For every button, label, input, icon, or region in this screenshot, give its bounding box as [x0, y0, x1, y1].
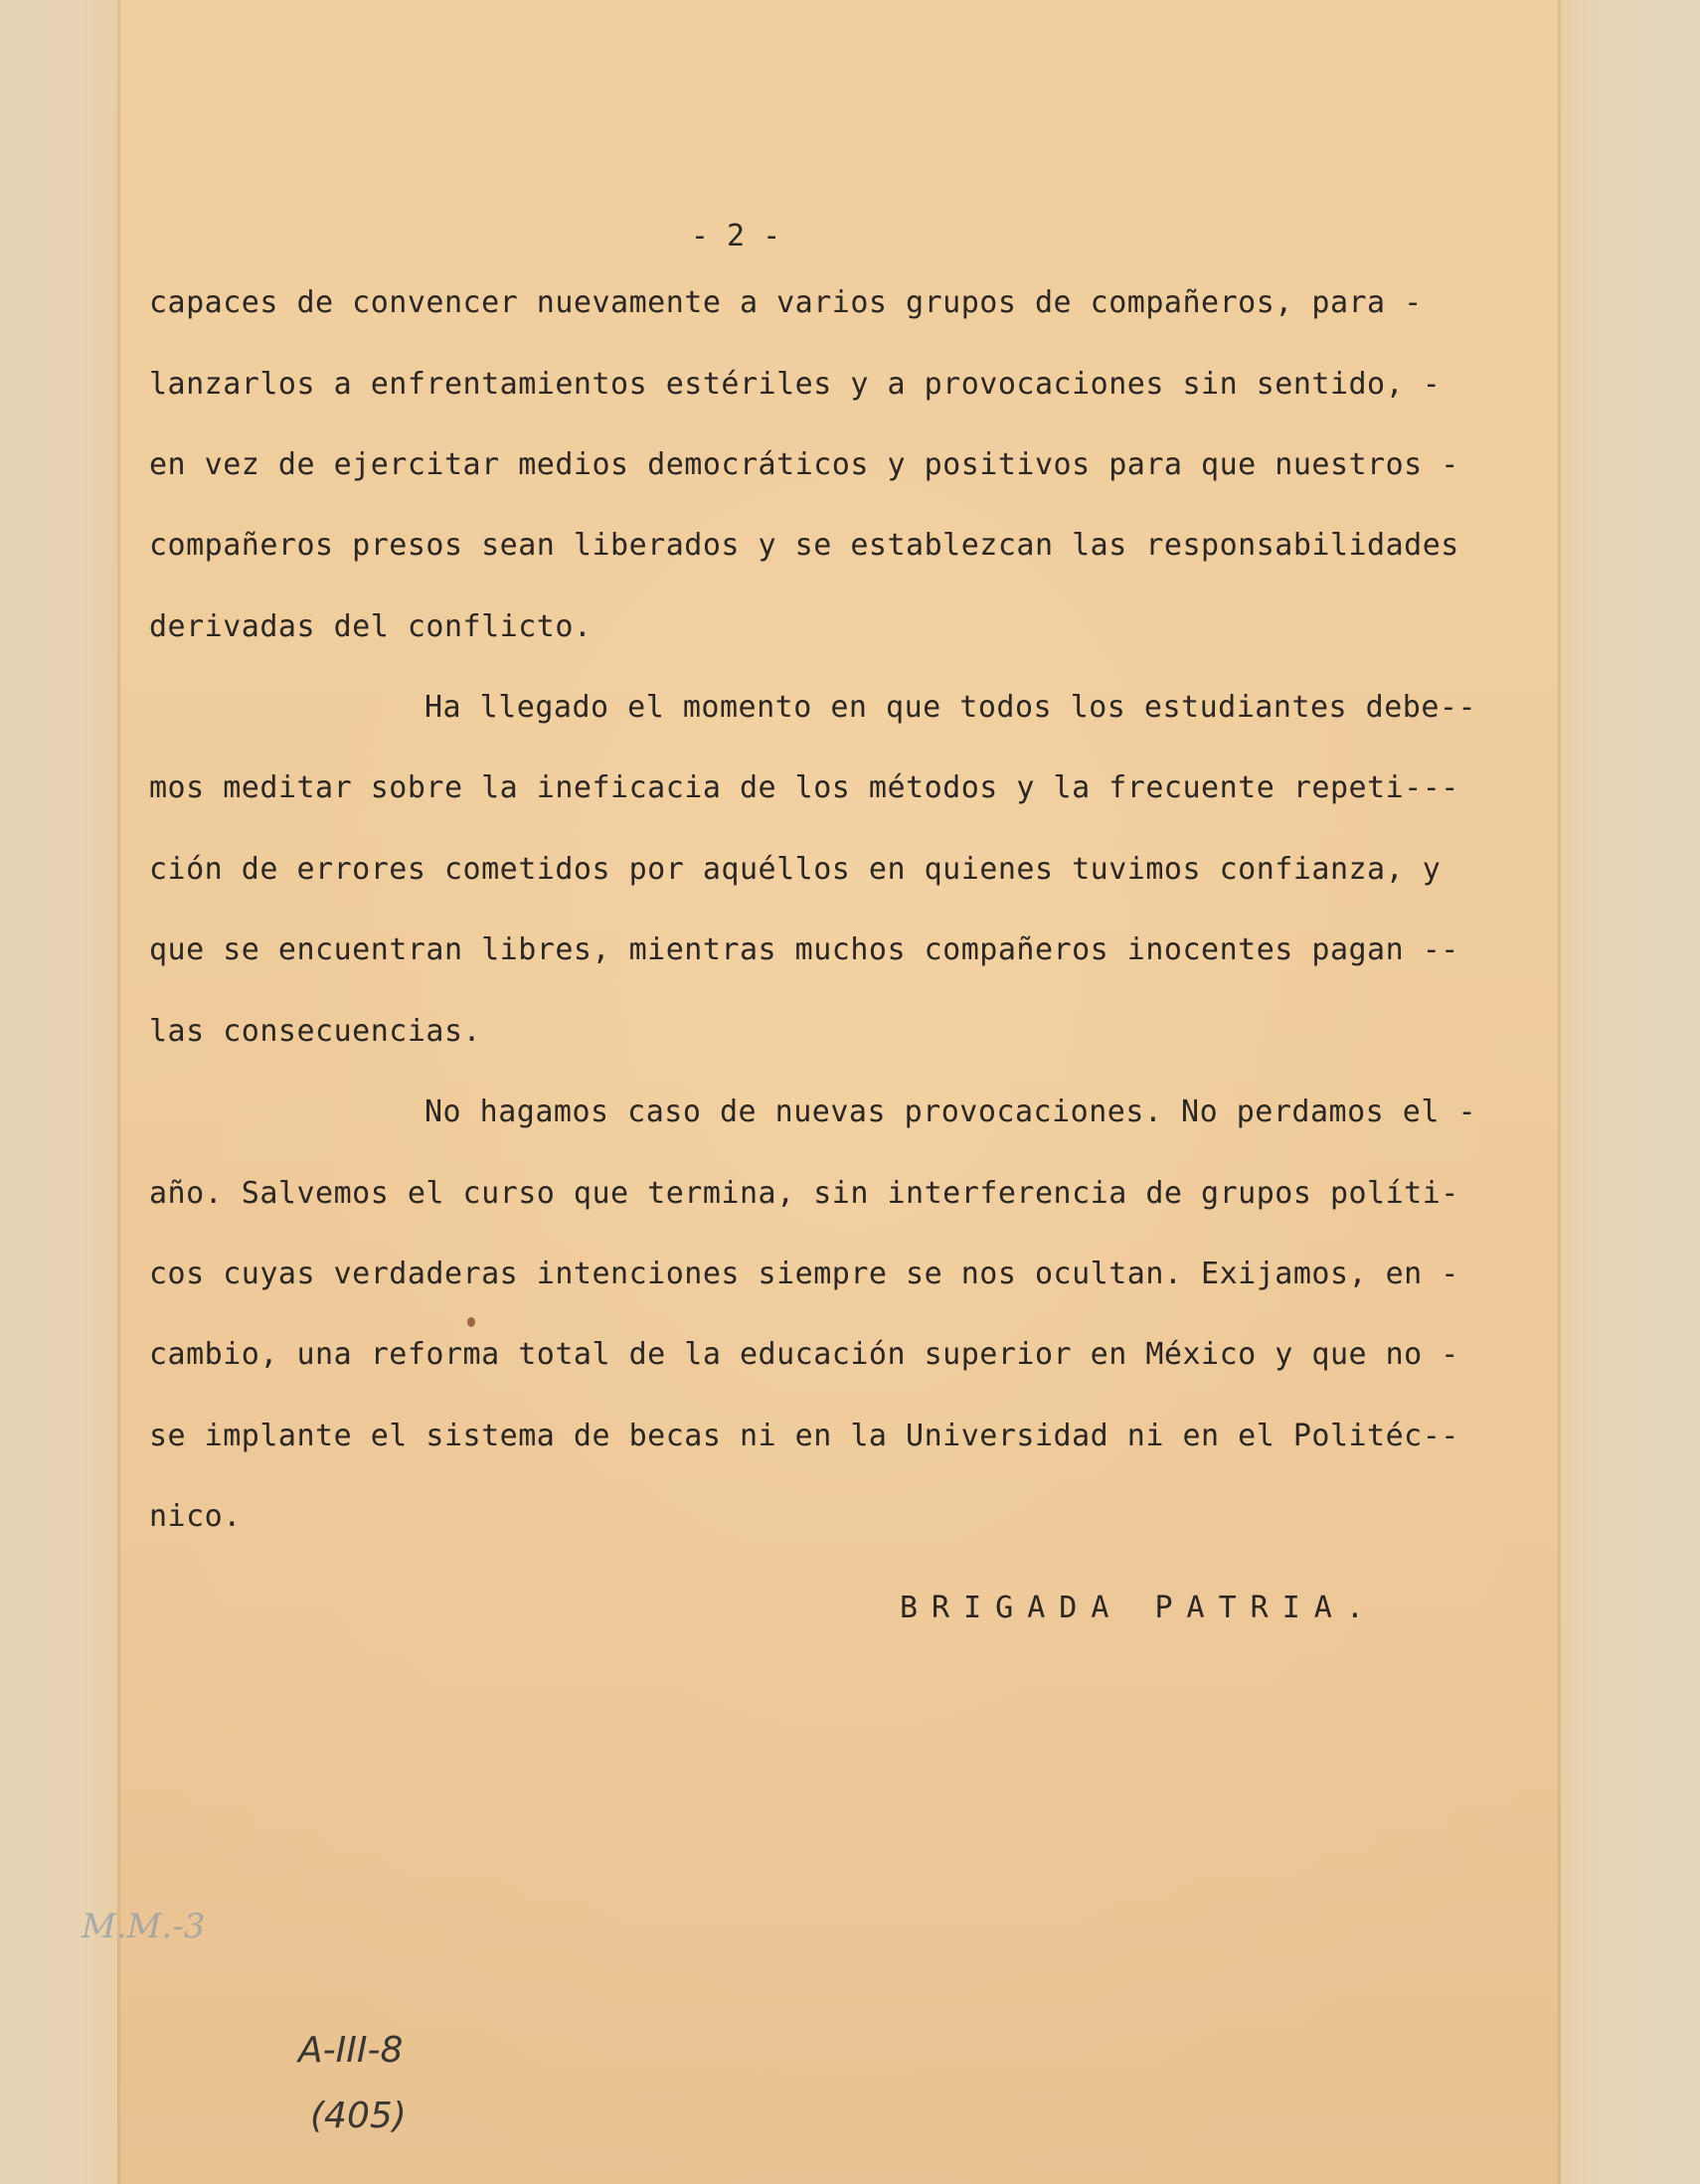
- paragraph-start-line: Ha llegado el momento en que todos los estudiantes debe--: [425, 690, 1477, 725]
- ink-speck: [467, 1317, 475, 1327]
- body-line: las consecuencias.: [149, 1014, 482, 1049]
- body-line: cambio, una reforma total de la educación superior en México y que no -: [149, 1337, 1459, 1372]
- right-strip-edge: [1558, 0, 1561, 2184]
- paragraph-start-line: No hagamos caso de nuevas provocaciones. No perdamos el -: [425, 1094, 1477, 1129]
- body-line: mos meditar sobre la ineficacia de los métodos y la frecuente repeti---: [149, 770, 1459, 805]
- body-line: lanzarlos a enfrentamientos estériles y a provocaciones sin sentido, -: [149, 367, 1442, 402]
- body-line: año. Salvemos el curso que termina, sin interferencia de grupos políti-: [149, 1176, 1459, 1211]
- signature: BRIGADA PATRIA.: [900, 1591, 1378, 1625]
- body-line: capaces de convencer nuevamente a varios grupos de compañeros, para -: [149, 285, 1423, 320]
- body-line: en vez de ejercitar medios democráticos y positivos para que nuestros -: [149, 447, 1459, 482]
- page-number: - 2 -: [690, 219, 781, 253]
- archive-stamp: M.M.-3: [82, 1907, 206, 1946]
- right-paper-strip: [1561, 0, 1700, 2184]
- body-line: derivadas del conflicto.: [149, 609, 593, 644]
- body-line: compañeros presos sean liberados y se establezcan las responsabilidades: [149, 528, 1459, 563]
- body-line: se implante el sistema de becas ni en la Universidad ni en el Politéc--: [149, 1419, 1459, 1453]
- handwritten-reference-code: A-III-8: [298, 2030, 404, 2071]
- left-strip-edge: [117, 0, 120, 2184]
- body-line: que se encuentran libres, mientras muchos compañeros inocentes pagan --: [149, 932, 1459, 967]
- handwritten-reference-number: (405): [310, 2096, 407, 2136]
- body-line: ción de errores cometidos por aquéllos en quienes tuvimos confianza, y: [149, 852, 1442, 887]
- body-line: nico.: [149, 1499, 242, 1534]
- left-paper-strip: [0, 0, 117, 2184]
- body-line: cos cuyas verdaderas intenciones siempre se nos ocultan. Exijamos, en -: [149, 1257, 1459, 1291]
